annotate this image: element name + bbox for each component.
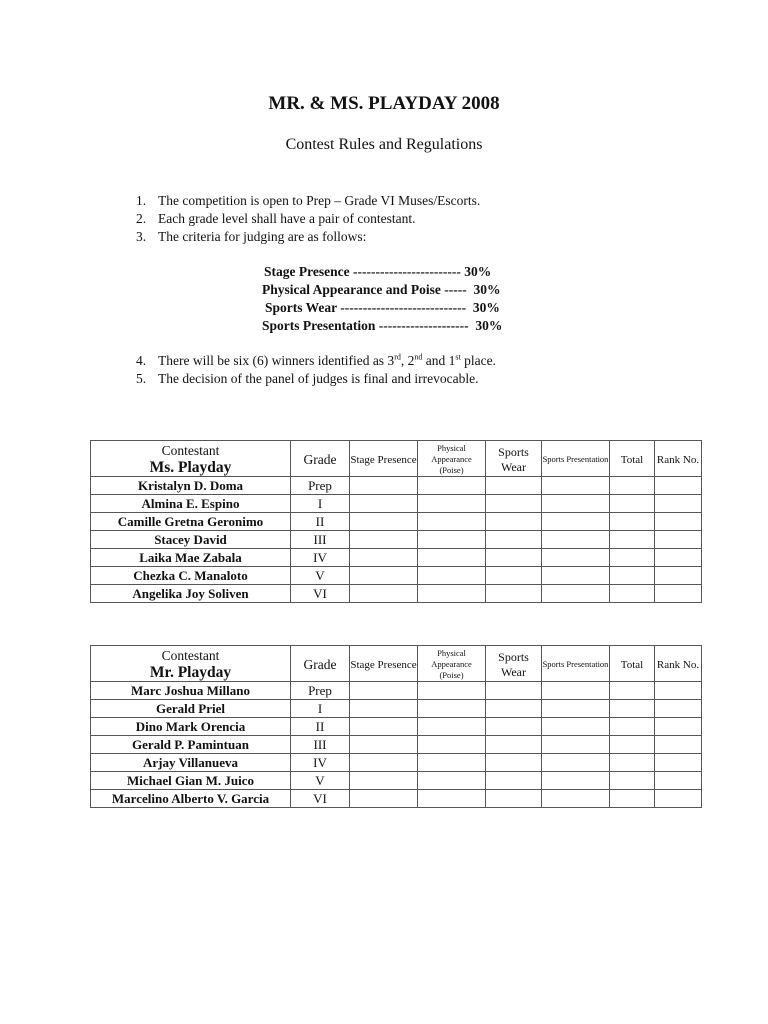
sports-wear-cell (486, 754, 542, 772)
page-subtitle: Contest Rules and Regulations (285, 136, 483, 153)
physical-appearance-cell (418, 567, 486, 585)
physical-appearance-cell (418, 754, 486, 772)
rank-cell (655, 700, 702, 718)
criteria-item (0, 281, 768, 299)
criteria-dashes: ---------------------------- (336, 300, 467, 315)
contestant-name: Marcelino Alberto V. Garcia (91, 790, 291, 808)
table-row (91, 531, 702, 549)
contestant-name: Almina E. Espino (91, 495, 291, 513)
grade-header: Grade (291, 441, 350, 477)
sports-wear-cell (486, 585, 542, 603)
sports-presentation-header: Sports Presentation (542, 441, 610, 477)
sports-presentation-cell (542, 718, 610, 736)
mr-playday-table (90, 645, 702, 808)
table-row (91, 549, 702, 567)
physical-appearance-cell (418, 700, 486, 718)
contestant-name: Chezka C. Manaloto (91, 567, 291, 585)
stage-presence-header: Stage Presence (350, 441, 418, 477)
contestant-name: Kristalyn D. Doma (91, 477, 291, 495)
rule-item (136, 228, 480, 246)
rank-header: Rank No. (655, 646, 702, 682)
contestant-name: Gerald Priel (91, 700, 291, 718)
contestant-grade: II (291, 513, 350, 531)
physical-appearance-cell (418, 682, 486, 700)
contestant-grade: IV (291, 549, 350, 567)
criteria-percent: 30% (460, 264, 492, 279)
sports-wear-cell (486, 513, 542, 531)
sports-presentation-cell (542, 754, 610, 772)
rank-cell (655, 754, 702, 772)
table-header-row (91, 441, 702, 477)
sports-wear-cell (486, 700, 542, 718)
table-row (91, 477, 702, 495)
sports-presentation-cell (542, 495, 610, 513)
criteria-label: Physical Appearance and Poise (262, 282, 441, 297)
contestant-grade: Prep (291, 682, 350, 700)
stage-presence-cell (350, 477, 418, 495)
total-cell (610, 790, 655, 808)
contestant-header: Contestant Mr. Playday (91, 646, 291, 682)
contestant-name: Michael Gian M. Juico (91, 772, 291, 790)
table-row (91, 772, 702, 790)
total-header: Total (610, 441, 655, 477)
contestant-header: Contestant Ms. Playday (91, 441, 291, 477)
grade-header: Grade (291, 646, 350, 682)
stage-presence-cell (350, 585, 418, 603)
criteria-label: Sports Presentation (262, 318, 376, 333)
table-row (91, 736, 702, 754)
rule-item (136, 210, 480, 228)
physical-appearance-cell (418, 477, 486, 495)
rule-number: 1. (136, 193, 147, 208)
total-cell (610, 495, 655, 513)
contestant-name: Stacey David (91, 531, 291, 549)
stage-presence-cell (350, 754, 418, 772)
sports-wear-cell (486, 772, 542, 790)
criteria-dashes: ------------------------ (349, 264, 461, 279)
rule-number: 4. (136, 353, 147, 368)
sports-presentation-cell (542, 567, 610, 585)
sports-wear-cell (486, 495, 542, 513)
sports-presentation-header: Sports Presentation (542, 646, 610, 682)
rule-text: There will be six (6) winners identified as 3rd, 2nd and 1st place. (158, 352, 496, 368)
sports-wear-header: Sports Wear (486, 646, 542, 682)
rank-cell (655, 477, 702, 495)
total-cell (610, 567, 655, 585)
sports-presentation-cell (542, 585, 610, 603)
rank-cell (655, 513, 702, 531)
total-cell (610, 700, 655, 718)
contestant-name: Dino Mark Orencia (91, 718, 291, 736)
total-cell (610, 549, 655, 567)
rule-text: The competition is open to Prep – Grade VI Muses/Escorts. (158, 193, 481, 208)
criteria-dashes: ----- (440, 282, 467, 297)
contestant-grade: I (291, 495, 350, 513)
rule-item (136, 370, 496, 388)
contestant-name: Camille Gretna Geronimo (91, 513, 291, 531)
sports-wear-cell (486, 736, 542, 754)
table-label: Ms. Playday (149, 459, 232, 476)
rule-number: 5. (136, 371, 147, 386)
criteria-percent: 30% (466, 282, 501, 297)
total-cell (610, 736, 655, 754)
stage-presence-cell (350, 736, 418, 754)
page-title: MR. & MS. PLAYDAY 2008 (268, 93, 500, 114)
criteria-item (0, 263, 768, 281)
sports-presentation-cell (542, 549, 610, 567)
contestant-grade: II (291, 718, 350, 736)
criteria-line (262, 281, 501, 299)
contestant-grade: IV (291, 754, 350, 772)
contestant-name: Laika Mae Zabala (91, 549, 291, 567)
criteria-list (0, 263, 768, 335)
rank-cell (655, 790, 702, 808)
contestant-name: Marc Joshua Millano (91, 682, 291, 700)
sports-wear-cell (486, 790, 542, 808)
table-row (91, 567, 702, 585)
contestant-grade: III (291, 736, 350, 754)
physical-appearance-cell (418, 790, 486, 808)
criteria-line (265, 299, 500, 317)
criteria-percent: 30% (466, 300, 500, 315)
contestant-name: Angelika Joy Soliven (91, 585, 291, 603)
contestant-grade: V (291, 567, 350, 585)
rank-cell (655, 531, 702, 549)
contestant-grade: VI (291, 790, 350, 808)
sports-wear-header: Sports Wear (486, 441, 542, 477)
criteria-label: Stage Presence (264, 264, 350, 279)
stage-presence-cell (350, 718, 418, 736)
sports-wear-cell (486, 718, 542, 736)
table-row (91, 585, 702, 603)
contestant-name: Arjay Villanueva (91, 754, 291, 772)
physical-appearance-cell (418, 585, 486, 603)
physical-appearance-header: Physical Appearance (Poise) (418, 646, 486, 682)
sports-wear-cell (486, 682, 542, 700)
sports-presentation-cell (542, 772, 610, 790)
rank-cell (655, 549, 702, 567)
sports-presentation-cell (542, 700, 610, 718)
ms-playday-table (90, 440, 702, 603)
sports-wear-cell (486, 477, 542, 495)
stage-presence-cell (350, 790, 418, 808)
stage-presence-cell (350, 495, 418, 513)
table-row (91, 790, 702, 808)
rank-cell (655, 682, 702, 700)
total-cell (610, 682, 655, 700)
rank-cell (655, 585, 702, 603)
table-row (91, 700, 702, 718)
physical-appearance-cell (418, 513, 486, 531)
sports-wear-cell (486, 531, 542, 549)
stage-presence-cell (350, 513, 418, 531)
rule-item (136, 192, 480, 210)
stage-presence-cell (350, 772, 418, 790)
rules-list (136, 192, 480, 246)
sports-presentation-cell (542, 736, 610, 754)
stage-presence-cell (350, 700, 418, 718)
criteria-item (0, 299, 768, 317)
table-row (91, 513, 702, 531)
rule-item (136, 352, 496, 370)
criteria-line (264, 263, 491, 281)
contestant-grade: V (291, 772, 350, 790)
table-row (91, 718, 702, 736)
sports-presentation-cell (542, 513, 610, 531)
stage-presence-header: Stage Presence (350, 646, 418, 682)
total-header: Total (610, 646, 655, 682)
total-cell (610, 585, 655, 603)
physical-appearance-cell (418, 531, 486, 549)
sports-wear-cell (486, 567, 542, 585)
total-cell (610, 477, 655, 495)
stage-presence-cell (350, 682, 418, 700)
criteria-dashes: -------------------- (375, 318, 469, 333)
stage-presence-cell (350, 549, 418, 567)
contestant-name: Gerald P. Pamintuan (91, 736, 291, 754)
sports-presentation-cell (542, 477, 610, 495)
contestant-grade: VI (291, 585, 350, 603)
criteria-line (262, 317, 502, 335)
criteria-label: Sports Wear (265, 300, 337, 315)
sports-presentation-cell (542, 682, 610, 700)
contestant-grade: Prep (291, 477, 350, 495)
physical-appearance-cell (418, 718, 486, 736)
total-cell (610, 718, 655, 736)
rank-cell (655, 736, 702, 754)
rule-text: The decision of the panel of judges is final and irrevocable. (158, 371, 479, 386)
stage-presence-cell (350, 531, 418, 549)
table-row (91, 754, 702, 772)
total-cell (610, 531, 655, 549)
stage-presence-cell (350, 567, 418, 585)
criteria-percent: 30% (468, 318, 503, 333)
table-row (91, 682, 702, 700)
rank-cell (655, 772, 702, 790)
rank-cell (655, 718, 702, 736)
contestant-grade: III (291, 531, 350, 549)
physical-appearance-cell (418, 495, 486, 513)
rule-number: 3. (136, 229, 147, 244)
physical-appearance-cell (418, 549, 486, 567)
rule-text: The criteria for judging are as follows: (158, 229, 367, 244)
sports-presentation-cell (542, 531, 610, 549)
total-cell (610, 754, 655, 772)
criteria-item (0, 317, 768, 335)
rule-number: 2. (136, 211, 147, 226)
rank-cell (655, 495, 702, 513)
rules-list-continued (136, 352, 496, 388)
rank-header: Rank No. (655, 441, 702, 477)
contestant-grade: I (291, 700, 350, 718)
table-header-row (91, 646, 702, 682)
physical-appearance-header: Physical Appearance (Poise) (418, 441, 486, 477)
physical-appearance-cell (418, 772, 486, 790)
physical-appearance-cell (418, 736, 486, 754)
rank-cell (655, 567, 702, 585)
sports-wear-cell (486, 549, 542, 567)
total-cell (610, 772, 655, 790)
sports-presentation-cell (542, 790, 610, 808)
total-cell (610, 513, 655, 531)
table-row (91, 495, 702, 513)
rule-text: Each grade level shall have a pair of contestant. (158, 211, 416, 226)
table-label: Mr. Playday (149, 664, 232, 681)
